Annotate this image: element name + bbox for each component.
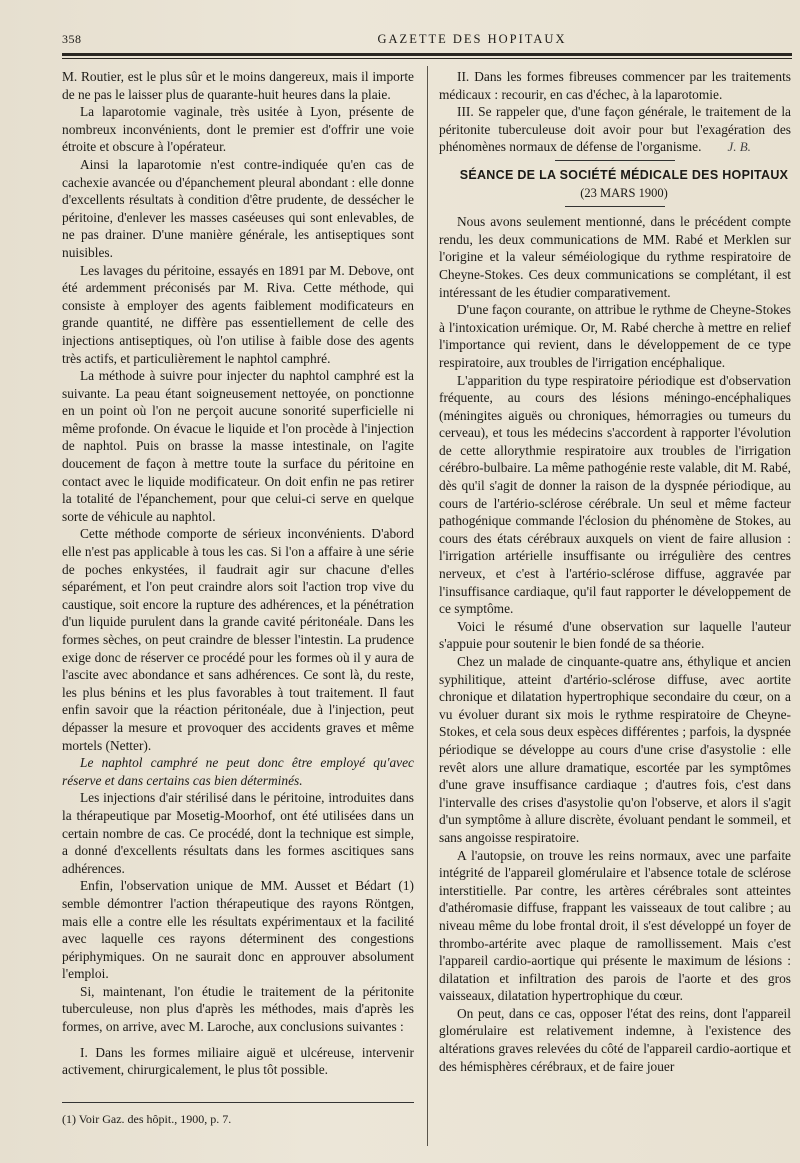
running-title: GAZETTE DES HOPITAUX [377,32,567,46]
column-divider [427,66,428,1146]
paragraph: Cette méthode comporte de sérieux inconvénients. D'abord elle n'est pas applicable à tous les cas. Si l'on a affaire à une série de poches enkystées, il faudrait agir sur chacune d'elles séparément, et l'on peut craindre alors soit l'action trop vive du caustique, soit encore la rupture des adhérences, et la pénétration d'un liquide purulent dans la grande cavité péritonéale. Dans les formes sèches, on peut craindre de blesser l'intestin. La prudence exige donc de réserver ce procédé pour les formes où il y aura de l'ascite avec abondance et sans adhérences. Ce sont là, du reste, les plus bénins et les plus favorables à tout traitement. Il faut enfin savoir que la réaction péritonéale, due à l'injection, peut dépasser la mesure et provoquer des accidents graves et même mortels (Netter). [62,526,414,753]
paragraph: Si, maintenant, l'on étudie le traitement de la péritonite tuberculeuse, non plus d'après les méthodes, mais d'après les formes, on arrive, avec M. Laroche, aux conclusions suivantes : [62,983,414,1035]
paragraph: On peut, dans ce cas, opposer l'état des reins, dont l'appareil glomérulaire est relativement indemne, à l'existence des altérations graves relevées du côté de l'appareil cardio-aortique et des hémisphères cérébraux, et de faire jouer [439,1005,791,1074]
section-date: (23 MARS 1900) [580,185,668,200]
header-rule-thin [62,58,792,59]
paragraph: Ainsi la laparotomie n'est contre-indiquée qu'en cas de cachexie avancée ou d'épanchement pleural abondant : elle donne d'excellents résultats à condition d'être prudente, de dessécher le péritoine, d'enlever les masses caséeuses qui sont enlevables, de ne pas drainer. D'une manière générale, les antiseptiques sont nuisibles. [62,156,414,260]
paragraph: Les lavages du péritoine, essayés en 1891 par M. Debove, ont été ardemment préconisés par M. Riva. Cette méthode, qui consiste à employer des agents faiblement modificateurs en grande quantité, ne diffère pas essentiellement de celle des injections antiseptiques, où l'on utilise à faible dose des agents très actifs, et particulièrement le naphtol camphré. [62,262,414,366]
conclusion-item: II. Dans les formes fibreuses commencer par les traitements médicaux : recourir, en cas d'échec, à la laparotomie. [439,69,791,102]
right-column [439,68,791,1075]
page-number: 358 [62,32,82,46]
page-header [62,32,792,52]
paragraph: L'apparition du type respiratoire périodique est d'observation fréquente, au cours des lésions méningo-encéphaliques (méningites aiguës ou chroniques, hémorragies ou tumeurs du cerveau), et tous les médecins s'accordent à rapporter l'évolution de cette allorythmie respiratoire aux troubles de l'irrigation cérébro-bulbaire. La même pathogénie reste valable, dit M. Rabé, dès qu'il s'agit de donner la raison de la dyspnée périodique, au cours de l'artério-sclérose cérébrale. Un seul et même facteur pathogénique commande l'éclosion du phénomène de Stokes, au cours des états cérébraux auxquels on vient de faire allusion : l'irrigation artérielle insuffisante ou irrégulière des centres nerveux, et c'est à l'artério-sclérose diffuse, aggravée par l'insuffisance cardiaque, qu'il faut rapporter le développement de ce symptôme. [439,372,791,617]
paragraph: Chez un malade de cinquante-quatre ans, éthylique et ancien syphilitique, atteint d'artério-sclérose diffuse, avec aortite chronique et dilatation hypertrophique secondaire du cœur, on a vu évoluer durant six mois le rythme respiratoire de Cheyne-Stokes, et cela sous deux espèces différentes ; parfois, la dyspnée périodique se développe au cours d'une crise d'asystolie : elle revêt alors une allure dramatique, escortée par les symptômes d'une grave insuffisance cardiaque ; d'autres fois, c'est dans l'intervalle des crises d'asystolie qu'on l'observe, et alors il s'agit d'un symptôme à allure discrète, évoluant pendant le sommeil, et sans angoisse respiratoire. [439,654,791,845]
paragraph: M. Routier, est le plus sûr et le moins dangereux, mais il importe de ne pas le laisser plus de quarante-huit heures dans la plaie. [62,69,414,102]
left-column [62,68,414,1079]
paragraph: Enfin, l'observation unique de MM. Ausset et Bédart (1) semble démontrer l'action thérapeutique des rayons Röntgen, mais elle a contre elle les résultats expérimentaux et la facilité avec laquelle ces rayons déterminent des congestions périphymiques. On ne saurait donc en approuver absolument l'emploi. [62,878,414,982]
paragraph-italic: Le naphtol camphré ne peut donc être employé qu'avec réserve et dans certains cas bien déterminés. [62,755,414,788]
section-title: SÉANCE DE LA SOCIÉTÉ MÉDICALE DES HOPITAUX [459,167,789,182]
paragraph: Les injections d'air stérilisé dans le péritoine, introduites dans la thérapeutique par Mosetig-Moorhof, ont été utilisées dans un certain nombre de cas. Ce procédé, dont la technique est simple, a donné d'excellents résultats dans les formes ascitiques sans adhérences. [62,790,414,876]
section-divider [555,160,675,161]
paragraph: La méthode à suivre pour injecter du naphtol camphré est la suivante. La peau étant soigneusement nettoyée, on ponctionne en un point où l'on ne perçoit aucune sonorité superficielle ni même profonde. On évacue le liquide et l'on procède à l'injection de naphtol. Puis on brasse la masse intestinale, on l'agite doucement de façon à mettre toute la surface du péritoine en contact avec le liquide modificateur. On doit enfin ne pas retirer la totalité de l'épanchement, pour que celui-ci serve en quelque sorte de véhicule au naphtol. [62,368,414,524]
section-subdivider [565,206,665,207]
paragraph: La laparotomie vaginale, très usitée à Lyon, présente de nombreux inconvénients, dont le premier est d'offrir une voie étroite et obscure à l'opérateur. [62,104,414,155]
author-initials: J. B. [727,139,751,155]
paragraph: D'une façon courante, on attribue le rythme de Cheyne-Stokes à l'intoxication urémique. Or, M. Rabé cherche à mettre en relief l'importance qui revient, dans le développement de ce type respiratoire, aux troubles de l'irrigation encéphalique. [439,302,791,370]
paragraph: Voici le résumé d'une observation sur laquelle l'auteur s'appuie pour soutenir le bien fondé de sa théorie. [439,618,791,652]
conclusion-item [439,103,791,156]
conclusion-item: I. Dans les formes miliaire aiguë et ulcéreuse, intervenir activement, chirurgicalement, le plus tôt possible. [62,1044,414,1078]
header-rule-thick [62,53,792,56]
footnote: (1) Voir Gaz. des hôpit., 1900, p. 7. [62,1112,232,1126]
footnote-rule [62,1102,414,1103]
paragraph: A l'autopsie, on trouve les reins normaux, avec une parfaite intégrité de l'appareil glomérulaire et l'absence totale de sclérose interstitielle. Par contre, les artères cérébrales sont atteintes d'athéromasie diffuse, frappant les vaisseaux de tout calibre ; au niveau même du lobe frontal droit, il s'est développé un foyer de thrombo-artérite avec plaque de ramollissement. Mais c'est l'appareil cardio-aortique qui présente le maximum de lésions : dilatation et infiltration des parois de l'aorte et des gros vaisseaux, dilatation hypertrophique du cœur. [439,847,791,1004]
conclusion-text: III. Se rappeler que, d'une façon générale, le traitement de la péritonite tuberculeuse doit avoir pour but l'exagération des phénomènes normaux de défense de l'organisme. [439,104,791,155]
paragraph: Nous avons seulement mentionné, dans le précédent compte rendu, les deux communications de MM. Rabé et Merklen sur l'origine et la valeur séméiologique du rythme respiratoire de Cheyne-Stokes. Ces deux communications se complétant, il est intéressant de les étudier comparativement. [439,214,791,300]
